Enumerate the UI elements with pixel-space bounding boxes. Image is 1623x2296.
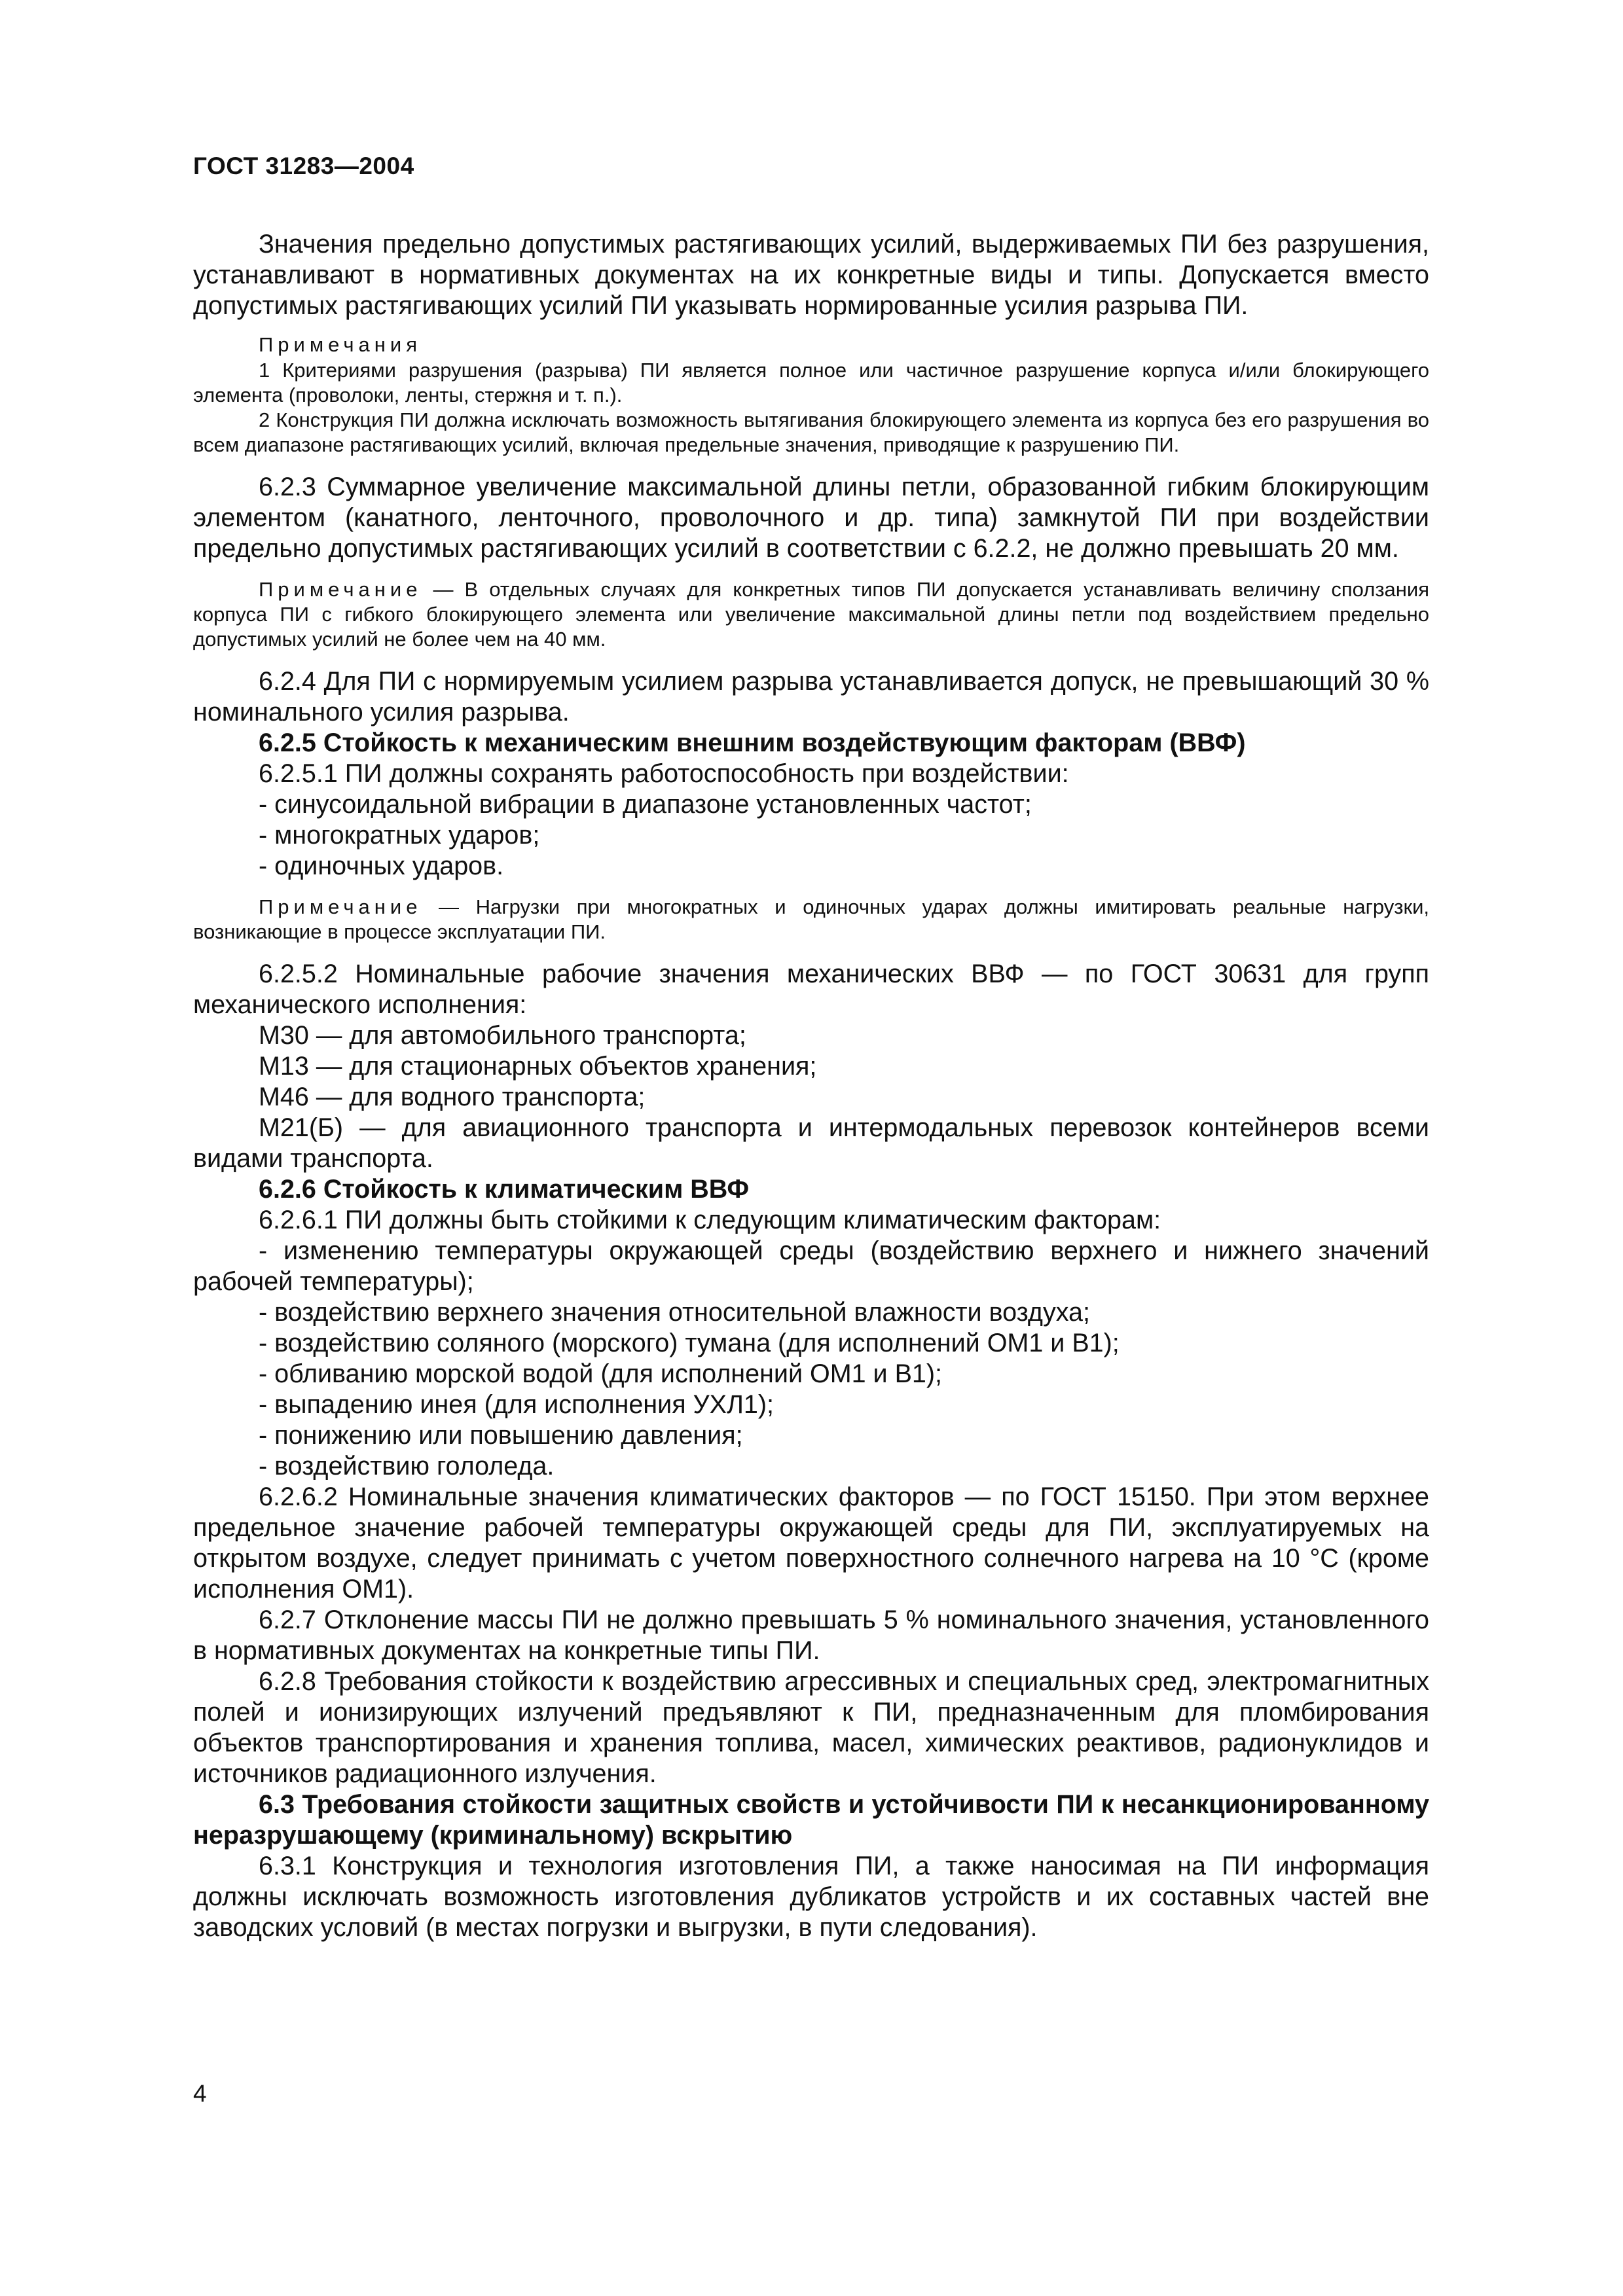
paragraph-6-2-3: 6.2.3 Суммарное увеличение максимальной длины петли, образованной гибким блокирующим элементом (канатного, ленточного, проволочного и др. типа) замкнутой ПИ при воздействии предельно допустимых растягивающих усилий в соответствии с 6.2.2, не должно превышать 20 мм. [193, 473, 1429, 563]
paragraph-6-2-8: 6.2.8 Требования стойкости к воздействию агрессивных и специальных сред, электромагнитных полей и ионизирующих излучений предъявляют к ПИ, предназначенным для пломбирования объектов транспортирования и хранения топлива, масел, химических реактивов, радионуклидов и источников радиационного излучения. [193, 1667, 1429, 1788]
list-item: М46 — для водного транспорта; [259, 1083, 646, 1111]
note-6-2-5 [193, 895, 1429, 944]
heading-6-2-6: 6.2.6 Стойкость к климатическим ВВФ [259, 1175, 750, 1204]
list-item: М30 — для автомобильного транспорта; [259, 1021, 746, 1050]
paragraph-6-2-5-2: 6.2.5.2 Номинальные рабочие значения механических ВВФ — по ГОСТ 30631 для групп механического исполнения: [193, 960, 1429, 1019]
note-6-2-3 [193, 577, 1429, 652]
note-2: 2 Конструкция ПИ должна исключать возможность вытягивания блокирующего элемента из корпуса без его разрушения во всем диапазоне растягивающих усилий, включая предельные значения, приводящие к разрушению ПИ. [193, 408, 1429, 456]
note-label: Примечание [259, 578, 422, 601]
paragraph-6-3-1: 6.3.1 Конструкция и технология изготовления ПИ, а также наносимая на ПИ информация должны исключать возможность изготовления дубликатов устройств и их составных частей вне заводских условий (в местах погрузки и выгрузки, в пути следования). [193, 1852, 1429, 1942]
list-item: - выпадению инея (для исполнения УХЛ1); [259, 1390, 775, 1419]
note-label: Примечание [259, 895, 422, 918]
document-header: ГОСТ 31283—2004 [193, 152, 414, 179]
page-number: 4 [193, 2080, 207, 2107]
list-item: - воздействию верхнего значения относительной влажности воздуха; [259, 1298, 1090, 1327]
heading-6-2-5: 6.2.5 Стойкость к механическим внешним воздействующим факторам (ВВФ) [259, 728, 1246, 757]
paragraph-temperature: - изменению температуры окружающей среды (воздействию верхнего и нижнего значений рабочей температуры); [193, 1236, 1429, 1296]
notes-title: Примечания [259, 333, 422, 356]
note-text: — В отдельных случаях для конкретных типов ПИ допускается устанавливать величину сползания корпуса ПИ с гибкого блокирующего элемента или увеличение максимальной длины петли под воздействием предельно допустимых усилий не более чем на 40 мм. [193, 578, 1429, 651]
paragraph-tensile-forces: Значения предельно допустимых растягивающих усилий, выдерживаемых ПИ без разрушения, устанавливают в нормативных документах на их конкретные виды и типы. Допускается вместо допустимых растягивающих усилий ПИ указывать нормированные усилия разрыва ПИ. [193, 230, 1429, 320]
list-item: - воздействию гололеда. [259, 1452, 555, 1480]
paragraph-6-2-6-2: 6.2.6.2 Номинальные значения климатических факторов — по ГОСТ 15150. При этом верхнее предельное значение рабочей температуры окружающей среды для ПИ, эксплуатируемых на открытом воздухе, следует принимать с учетом поверхностного солнечного нагрева на 10 °С (кроме исполнения ОМ1). [193, 1482, 1429, 1604]
list-mechanical-groups [193, 1020, 1429, 1113]
note-1: 1 Критериями разрушения (разрыва) ПИ является полное или частичное разрушение корпуса и/или блокирующего элемента (проволоки, ленты, стержня и т. п.). [193, 359, 1429, 406]
list-climatic-factors [193, 1297, 1429, 1482]
list-mechanical-factors [193, 789, 1429, 882]
paragraph-6-2-6-1: 6.2.6.1 ПИ должны быть стойкими к следующим климатическим факторам: [259, 1206, 1161, 1234]
heading-6-3: 6.3 Требования стойкости защитных свойств и устойчивости ПИ к несанкционированному неразрушающему (криминальному) вскрытию [193, 1790, 1429, 1850]
document-body [193, 229, 1429, 1943]
list-item: - синусоидальной вибрации в диапазоне установленных частот; [259, 790, 1032, 819]
list-item: - воздействию соляного (морского) тумана (для исполнений ОМ1 и В1); [259, 1329, 1120, 1357]
list-item: М13 — для стационарных объектов хранения; [259, 1052, 817, 1081]
note-text: — Нагрузки при многократных и одиночных ударах должны имитировать реальные нагрузки, возникающие в процессе эксплуатации ПИ. [193, 895, 1429, 943]
list-item: - понижению или повышению давления; [259, 1421, 743, 1450]
paragraph-m21: М21(Б) — для авиационного транспорта и интермодальных перевозок контейнеров всеми видами транспорта. [193, 1113, 1429, 1173]
paragraph-6-2-5-1: 6.2.5.1 ПИ должны сохранять работоспособность при воздействии: [259, 759, 1069, 788]
list-item: - одиночных ударов. [259, 852, 504, 880]
paragraph-6-2-7: 6.2.7 Отклонение массы ПИ не должно превышать 5 % номинального значения, установленного в нормативных документах на конкретные типы ПИ. [193, 1605, 1429, 1665]
list-item: - многократных ударов; [259, 821, 540, 850]
paragraph-6-2-4: 6.2.4 Для ПИ с нормируемым усилием разрыва устанавливается допуск, не превышающий 30 % номинального усилия разрыва. [193, 667, 1429, 726]
list-item: - обливанию морской водой (для исполнений ОМ1 и В1); [259, 1359, 943, 1388]
